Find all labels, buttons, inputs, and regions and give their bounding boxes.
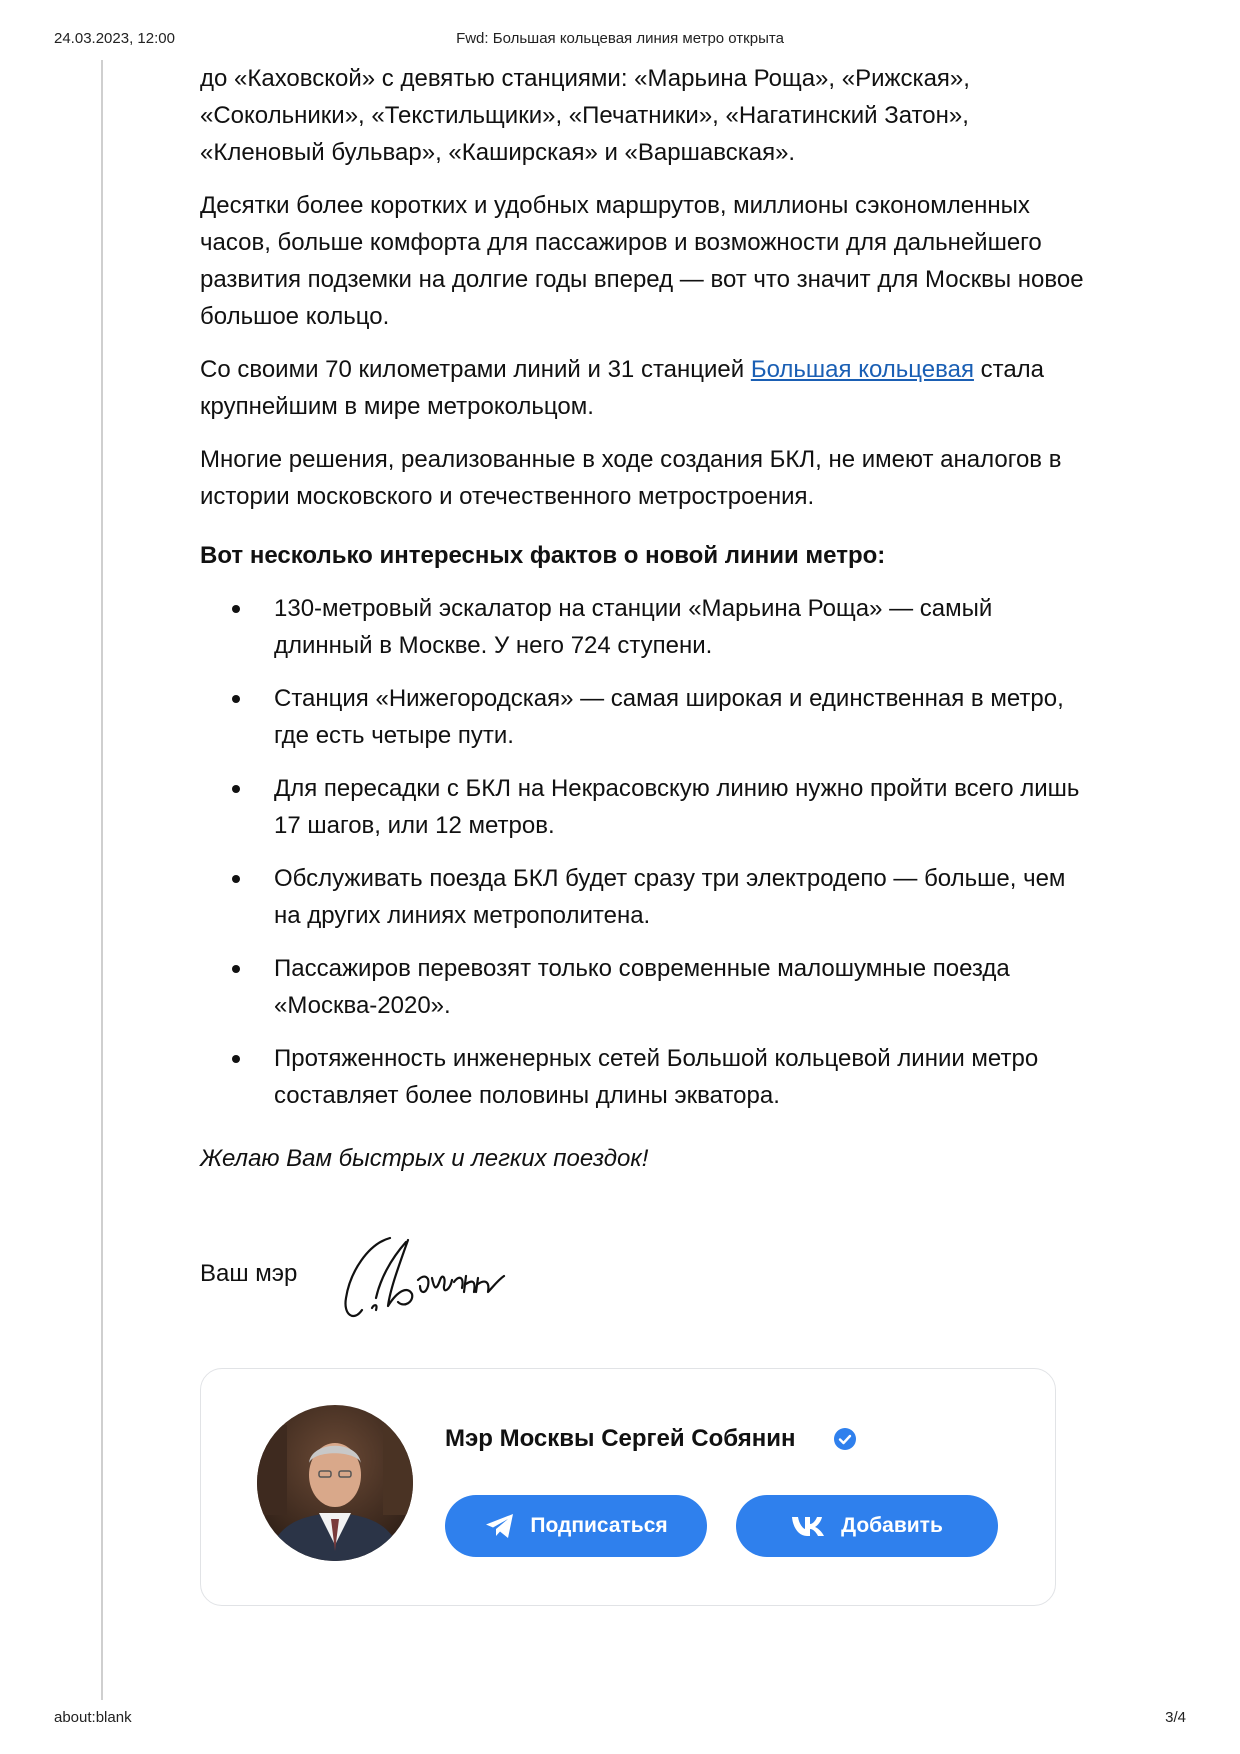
paragraph-ring-text-end: стала крупнейшим в мире метрокольцом. bbox=[200, 356, 1045, 420]
fact-text: Обслуживать поезда БКЛ будет сразу три электродепо — больше, чем на других линиях метрополитена. bbox=[274, 865, 1066, 929]
quote-border bbox=[101, 60, 103, 1700]
bullet-icon bbox=[232, 605, 240, 613]
subscribe-card bbox=[200, 1368, 1056, 1606]
add-vk-button[interactable] bbox=[736, 1495, 998, 1557]
print-url: about:blank bbox=[54, 1709, 132, 1726]
print-page-number: 3/4 bbox=[1165, 1709, 1186, 1726]
vk-icon bbox=[791, 1515, 827, 1537]
paragraph-ring-text: Со своими 70 километрами линий и 31 станцией bbox=[200, 356, 751, 383]
list-item bbox=[200, 1040, 1090, 1114]
list-item bbox=[200, 770, 1090, 844]
avatar bbox=[257, 1405, 413, 1561]
subscribe-telegram-button[interactable] bbox=[445, 1495, 707, 1557]
paragraph-stations: до «Каховской» с девятью станциями: «Марьина Роща», «Рижская», «Сокольники», «Текстильщики», «Печатники», «Нагатинский Затон», «Кленовый бульвар», «Каширская» и «Варшавская». bbox=[200, 65, 970, 166]
email-body bbox=[200, 60, 1090, 1193]
paragraph-routes: Десятки более коротких и удобных маршрутов, миллионы сэкономленных часов, больше комфорта для пассажиров и возможности для дальнейшего развития подземки на долгие годы вперед — вот что значит для Москвы новое большое кольцо. bbox=[200, 192, 1084, 330]
list-item bbox=[200, 680, 1090, 754]
bullet-icon bbox=[232, 875, 240, 883]
fact-text: Пассажиров перевозят только современные малошумные поезда «Москва-2020». bbox=[274, 955, 1010, 1019]
facts-heading: Вот несколько интересных фактов о новой линии метро: bbox=[200, 542, 886, 569]
portrait-photo bbox=[257, 1405, 413, 1561]
bullet-icon bbox=[232, 785, 240, 793]
bullet-icon bbox=[232, 695, 240, 703]
verified-check-icon bbox=[833, 1427, 857, 1451]
print-datetime: 24.03.2023, 12:00 bbox=[54, 30, 175, 47]
bkl-link[interactable]: Большая кольцевая bbox=[750, 356, 974, 383]
fact-text: Для пересадки с БКЛ на Некрасовскую линию нужно пройти всего лишь 17 шагов, или 12 метров. bbox=[274, 775, 1080, 839]
telegram-icon bbox=[484, 1512, 516, 1540]
add-label: Добавить bbox=[841, 1514, 943, 1537]
facts-list bbox=[200, 590, 1090, 1114]
signature-block bbox=[200, 1220, 800, 1340]
list-item bbox=[200, 590, 1090, 664]
closing-wish: Желаю Вам быстрых и легких поездок! bbox=[200, 1145, 649, 1172]
list-item bbox=[200, 950, 1090, 1024]
sign-label: Ваш мэр bbox=[200, 1260, 298, 1287]
bullet-icon bbox=[232, 1055, 240, 1063]
fact-text: Протяженность инженерных сетей Большой кольцевой линии метро составляет более половины длины экватора. bbox=[274, 1045, 1039, 1109]
paragraph-ring bbox=[200, 351, 1090, 425]
paragraph-solutions: Многие решения, реализованные в ходе создания БКЛ, не имеют аналогов в истории московского и отечественного метростроения. bbox=[200, 446, 1062, 510]
signature-image bbox=[328, 1220, 508, 1330]
fact-text: 130-метровый эскалатор на станции «Марьина Роща» — самый длинный в Москве. У него 724 ступени. bbox=[274, 595, 993, 659]
fact-text: Станция «Нижегородская» — самая широкая и единственная в метро, где есть четыре пути. bbox=[274, 685, 1064, 749]
list-item bbox=[200, 860, 1090, 934]
print-title: Fwd: Большая кольцевая линия метро открыта bbox=[456, 30, 784, 47]
bullet-icon bbox=[232, 965, 240, 973]
subscribe-label: Подписаться bbox=[530, 1514, 668, 1537]
channel-name: Мэр Москвы Сергей Собянин bbox=[445, 1425, 796, 1452]
